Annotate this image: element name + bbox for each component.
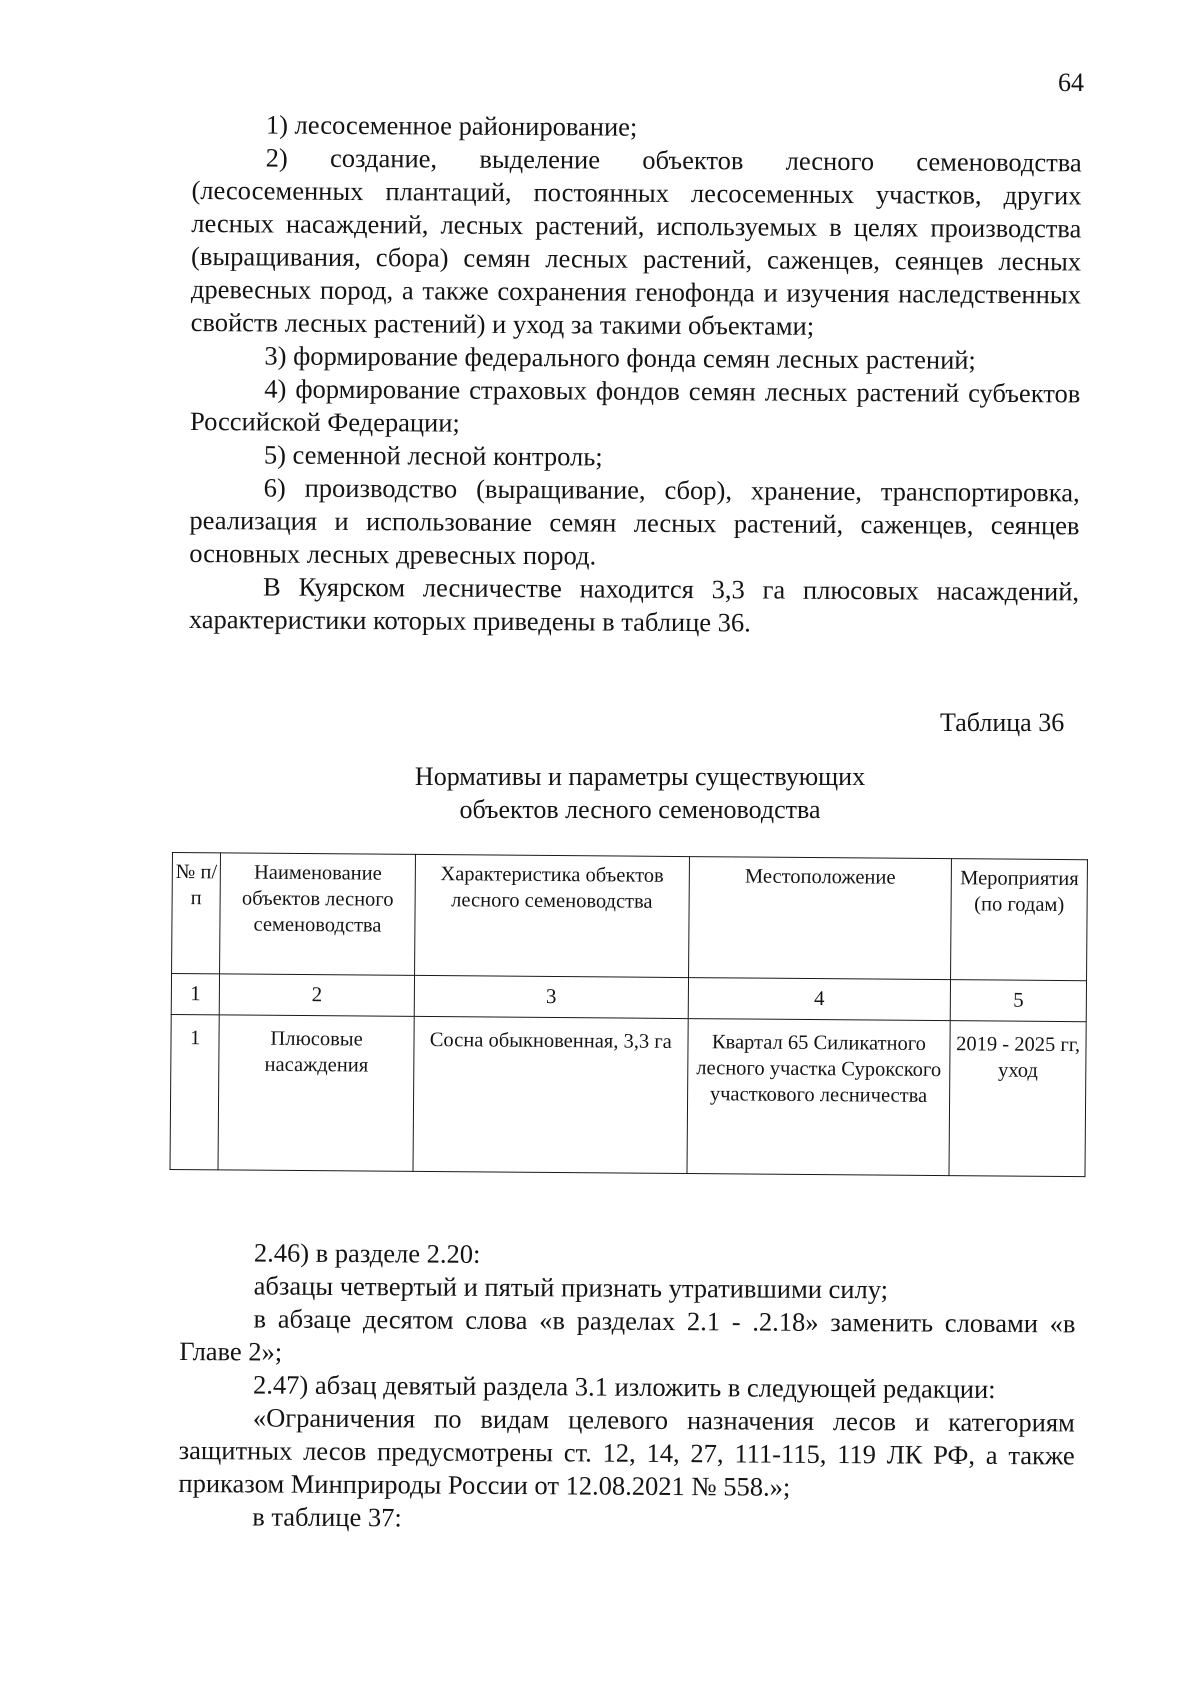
table-title (340, 760, 940, 826)
table-cell: 5 (950, 980, 1086, 1022)
paragraph: «Ограничения по видам целевого назначения лесов и категориям защитных лесов предусмотрены ст. 12, 14, 27, 111-115, 119 ЛК РФ, а также приказом Минприроды России от 12.08.2021 № 558.»; (178, 1402, 1075, 1502)
table-cell: Сосна обыкновенная, 3,3 га (413, 1016, 688, 1173)
paragraph: 6) производство (выращивание, сбор), хранение, транспортировка, реализация и использование семян лесных растений, саженцев, сеянцев основных лесных древесных пород. (189, 472, 1080, 571)
paragraph: 4) формирование страховых фондов семян лесных растений субъектов Российской Федерации; (189, 373, 1081, 438)
table-cell: Плюсовые насаждения (218, 1015, 414, 1172)
table-header-cell: Мероприятия (по годам) (951, 859, 1088, 981)
table-header-row (172, 853, 1088, 981)
table-cell: 3 (414, 975, 688, 1018)
table-number-row (171, 974, 1086, 1022)
paragraph: 5) семенной лесной контроль; (263, 439, 603, 472)
paragraph: 2) создание, выделение объектов лесного семеноводства (лесосеменных плантаций, постоянных лесосеменных участков, других лесных насаждений, лесных растений, используемых в целях производства (выращивания, сбора) семян лесных растений, саженцев, сеянцев лесных древесных пород, а также сохранения генофонда и изучения наследственных свойств лесных растений) и уход за такими объектами; (190, 142, 1082, 341)
paragraph: абзацы четвертый и пятый признать утратившими силу; (253, 1270, 889, 1305)
table-caption: Таблица 36 (940, 708, 1065, 737)
table-cell: 2019 - 2025 гг, уход (949, 1021, 1086, 1177)
table-cell: 4 (688, 978, 951, 1021)
table-cell: 1 (171, 974, 219, 1015)
table-header-cell: № п/п (172, 853, 221, 974)
paragraph: 2.46) в разделе 2.20: (253, 1237, 481, 1269)
paragraph: 3) формирование федерального фонда семян лесных растений; (264, 340, 976, 375)
page-number: 64 (1058, 68, 1084, 97)
paragraph: в таблице 37: (252, 1501, 402, 1533)
table-cell: 1 (170, 1014, 219, 1169)
table-title-line: Нормативы и параметры существующих (414, 762, 866, 791)
paragraph: 1) лесосеменное районирование; (265, 109, 638, 142)
table-header-cell: Наименование объектов лесного семеноводства (220, 853, 416, 976)
table-header-cell: Характеристика объектов лесного семеноводства (415, 854, 690, 977)
body-text-bottom (178, 1236, 1076, 1538)
table-title-line: объектов лесного семеноводства (459, 795, 821, 824)
paragraph: В Куярском лесничестве находится 3,3 га плюсовых насаждений, характеристики которых приведены в таблице 36. (188, 571, 1080, 638)
table-header-cell: Местоположение (688, 857, 952, 980)
table-cell: 2 (219, 974, 414, 1017)
table-cell: Квартал 65 Силикатного лесного участка Сурокского участкового лесничества (687, 1019, 951, 1176)
table-row (170, 1014, 1086, 1176)
paragraph: 2.47) абзац девятый раздела 3.1 изложить в следующей редакции: (253, 1369, 996, 1404)
data-table (170, 852, 1088, 1177)
paragraph: в абзаце десятом слова «в разделах 2.1 - .2.18» заменить словами «в Главе 2»; (179, 1303, 1076, 1367)
body-text-top (189, 108, 1082, 641)
